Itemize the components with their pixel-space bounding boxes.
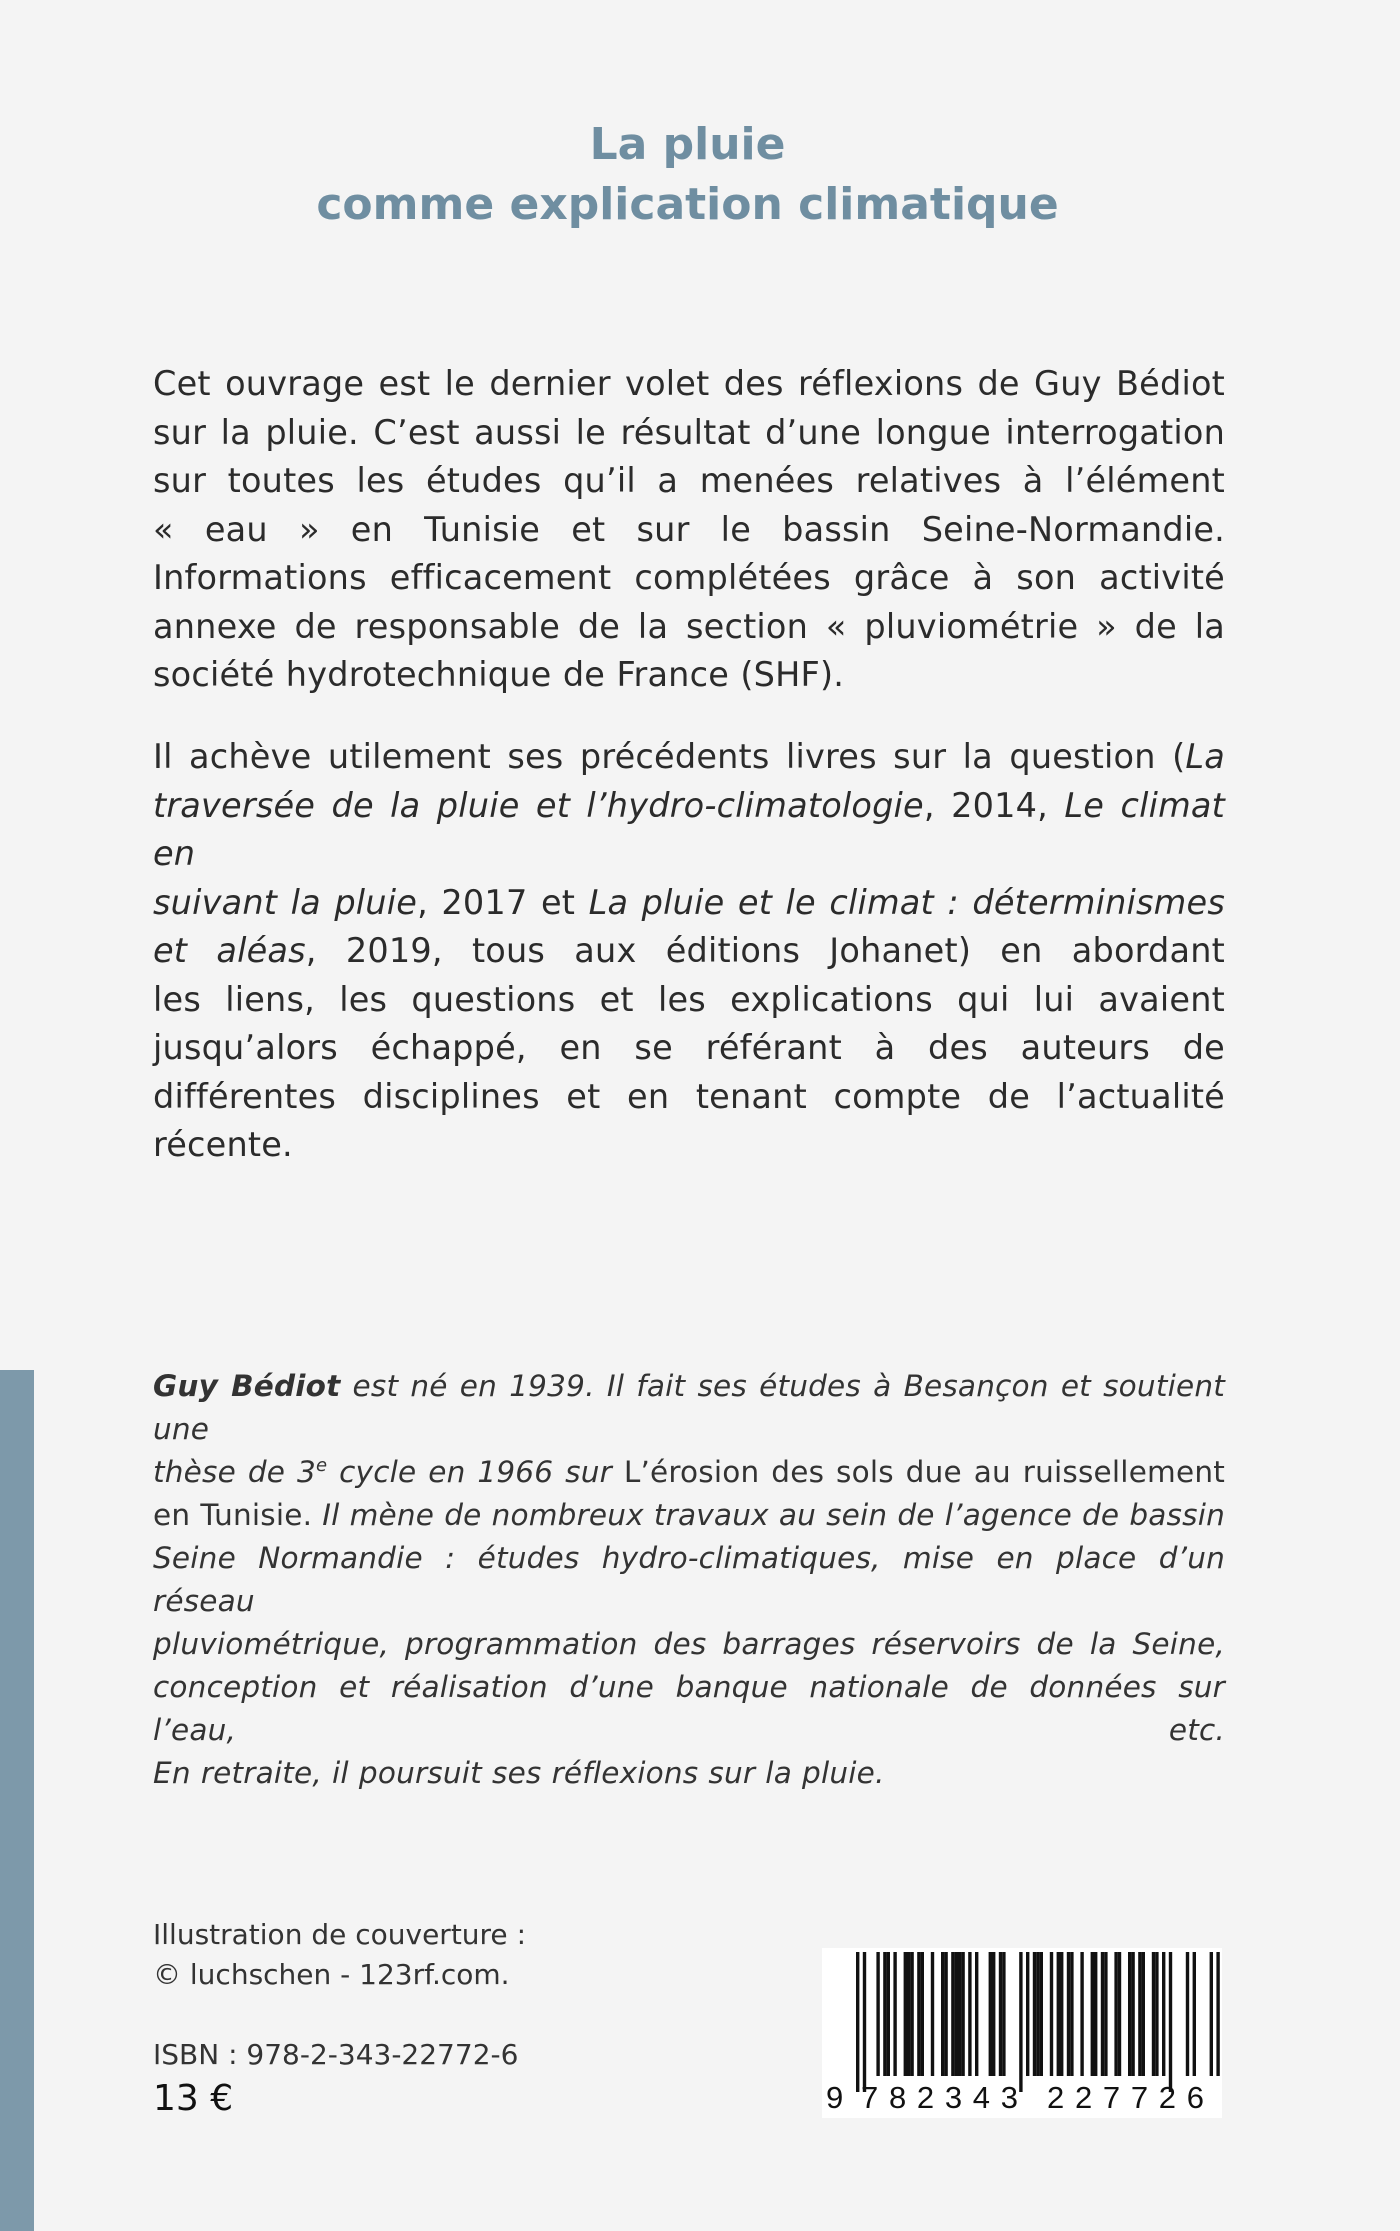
barcode bbox=[822, 1948, 1222, 2118]
summary-line: Informations efficacement complétées grâce à son activité bbox=[153, 558, 1225, 597]
bio-line: En retraite, il poursuit ses réflexions sur la pluie. bbox=[153, 1756, 885, 1790]
bio-line: Seine Normandie : études hydro-climatiques, mise en place d’un réseau bbox=[153, 1541, 1225, 1618]
barcode-bar bbox=[1067, 1952, 1070, 2076]
barcode-bar bbox=[910, 1952, 913, 2076]
author-bio bbox=[153, 1365, 1225, 1795]
barcode-bar bbox=[1091, 1952, 1094, 2076]
summary-line: Cet ouvrage est le dernier volet des réflexions de Guy Bédiot bbox=[153, 364, 1225, 403]
barcode-bar bbox=[1060, 1952, 1063, 2076]
barcode-bar bbox=[1118, 1952, 1121, 2076]
barcode-bar bbox=[1152, 1952, 1155, 2076]
barcode-lead-digit: 9 bbox=[826, 2080, 844, 2115]
barcode-left-digits: 782343 bbox=[861, 2080, 1018, 2115]
summary-line: jusqu’alors échappé, en se référant à des auteurs de bbox=[153, 1028, 1225, 1067]
barcode-bar bbox=[961, 1952, 964, 2076]
barcode-bar bbox=[1057, 1952, 1060, 2076]
barcode-bar bbox=[944, 1952, 947, 2076]
barcode-bar bbox=[1210, 1952, 1213, 2076]
summary-line: sur toutes les études qu’il a menées relatives à l’élément bbox=[153, 461, 1225, 500]
summary-line: Il achève utilement ses précédents livres sur la question (La bbox=[153, 737, 1225, 776]
bio-line: Guy Bédiot est né en 1939. Il fait ses études à Besançon et soutient une bbox=[153, 1369, 1225, 1446]
barcode-bar bbox=[887, 1952, 890, 2076]
side-accent-bar bbox=[0, 1370, 34, 2231]
barcode-bar bbox=[1101, 1952, 1104, 2076]
book-title-ref: traversée de la pluie et l’hydro-climatologie bbox=[153, 785, 924, 825]
summary-line: et aléas, 2019, tous aux éditions Johanet) en abordant bbox=[153, 931, 1225, 970]
barcode-bar bbox=[1070, 1952, 1073, 2076]
bio-line: conception et réalisation d’une banque nationale de données sur l’eau, etc. bbox=[153, 1670, 1225, 1747]
book-title-ref: La pluie et le climat : déterminismes bbox=[588, 882, 1225, 922]
barcode-bar bbox=[883, 1952, 886, 2076]
summary-line: les liens, les questions et les explications qui lui avaient bbox=[153, 979, 1225, 1019]
price: 13 € bbox=[153, 2078, 234, 2119]
bio-line: thèse de 3e cycle en 1966 sur L’érosion des sols due au ruissellement bbox=[153, 1455, 1225, 1489]
barcode-bar bbox=[1142, 1952, 1145, 2076]
barcode-right-digits: 227726 bbox=[1047, 2080, 1204, 2115]
isbn: ISBN : 978-2-343-22772-6 bbox=[153, 2038, 519, 2071]
barcode-digits bbox=[822, 2070, 1222, 2116]
barcode-bar bbox=[1131, 1952, 1134, 2076]
barcode-bar bbox=[904, 1952, 907, 2076]
barcode-bar bbox=[999, 1952, 1002, 2076]
barcode-bar bbox=[1094, 1952, 1097, 2076]
summary-line: « eau » en Tunisie et sur le bassin Seine-Normandie. bbox=[153, 509, 1225, 549]
illustration-credit-source: © luchschen - 123rf.com. bbox=[153, 1958, 510, 1991]
barcode-bar bbox=[876, 1952, 879, 2076]
barcode-bar bbox=[941, 1952, 944, 2076]
barcode-bar bbox=[1080, 1952, 1083, 2076]
barcode-bar bbox=[1114, 1952, 1117, 2076]
barcode-bar bbox=[1128, 1952, 1131, 2076]
barcode-bar bbox=[907, 1952, 910, 2076]
barcode-bar bbox=[1186, 1952, 1189, 2076]
summary-line: traversée de la pluie et l’hydro-climatologie, 2014, Le climat en bbox=[153, 785, 1225, 873]
barcode-bar bbox=[958, 1952, 961, 2076]
summary-line: suivant la pluie, 2017 et La pluie et le climat : déterminismes bbox=[153, 882, 1225, 922]
barcode-bar bbox=[1162, 1952, 1165, 2076]
barcode-bar bbox=[893, 1952, 896, 2076]
barcode-bar bbox=[1104, 1952, 1107, 2076]
barcode-bar bbox=[1033, 1952, 1036, 2076]
book-title-ref: et aléas bbox=[153, 931, 306, 970]
barcode-bar bbox=[1026, 1952, 1029, 2076]
barcode-bar bbox=[1155, 1952, 1158, 2076]
barcode-bar bbox=[1216, 1952, 1219, 2076]
summary-line: sur la pluie. C’est aussi le résultat d’une longue interrogation bbox=[153, 412, 1225, 452]
summary-line: différentes disciplines et en tenant compte de l’actualité bbox=[153, 1076, 1225, 1116]
barcode-bar bbox=[921, 1952, 924, 2076]
barcode-bar bbox=[1138, 1952, 1141, 2076]
thesis-title: en Tunisie. bbox=[153, 1498, 313, 1532]
barcode-bar bbox=[955, 1952, 958, 2076]
book-title-line-2: comme explication climatique bbox=[316, 179, 1059, 230]
book-title-ref: La bbox=[1185, 737, 1225, 776]
summary-paragraph-2 bbox=[153, 733, 1225, 1170]
summary-line: récente. bbox=[153, 1125, 293, 1164]
barcode-bar bbox=[992, 1952, 995, 2076]
barcode-bar bbox=[1050, 1952, 1053, 2076]
barcode-bar bbox=[917, 1952, 920, 2076]
illustration-credit-label: Illustration de couverture : bbox=[153, 1918, 526, 1951]
thesis-title: L’érosion des sols due au ruissellement bbox=[623, 1455, 1225, 1489]
summary-paragraph-1 bbox=[153, 360, 1225, 700]
barcode-bar bbox=[1002, 1952, 1005, 2076]
barcode-bar bbox=[975, 1952, 978, 2076]
barcode-bar bbox=[1036, 1952, 1039, 2076]
barcode-bar bbox=[931, 1952, 934, 2076]
barcode-bar bbox=[989, 1952, 992, 2076]
book-title-line-1: La pluie bbox=[589, 119, 786, 170]
summary-line: société hydrotechnique de France (SHF). bbox=[153, 655, 845, 694]
book-title-ref: suivant la pluie bbox=[153, 882, 418, 922]
bio-line: pluviométrique, programmation des barrages réservoirs de la Seine, bbox=[153, 1627, 1225, 1661]
bio-line: en Tunisie. Il mène de nombreux travaux au sein de l’agence de bassin bbox=[153, 1498, 1225, 1532]
barcode-bar bbox=[968, 1952, 971, 2076]
author-name: Guy Bédiot bbox=[153, 1369, 341, 1403]
barcode-bar bbox=[1040, 1952, 1043, 2076]
summary-line: annexe de responsable de la section « pluviométrie » de la bbox=[153, 606, 1225, 646]
barcode-bar bbox=[951, 1952, 954, 2076]
barcode-bar bbox=[1193, 1952, 1196, 2076]
book-title-ref: Le climat en bbox=[153, 785, 1225, 873]
